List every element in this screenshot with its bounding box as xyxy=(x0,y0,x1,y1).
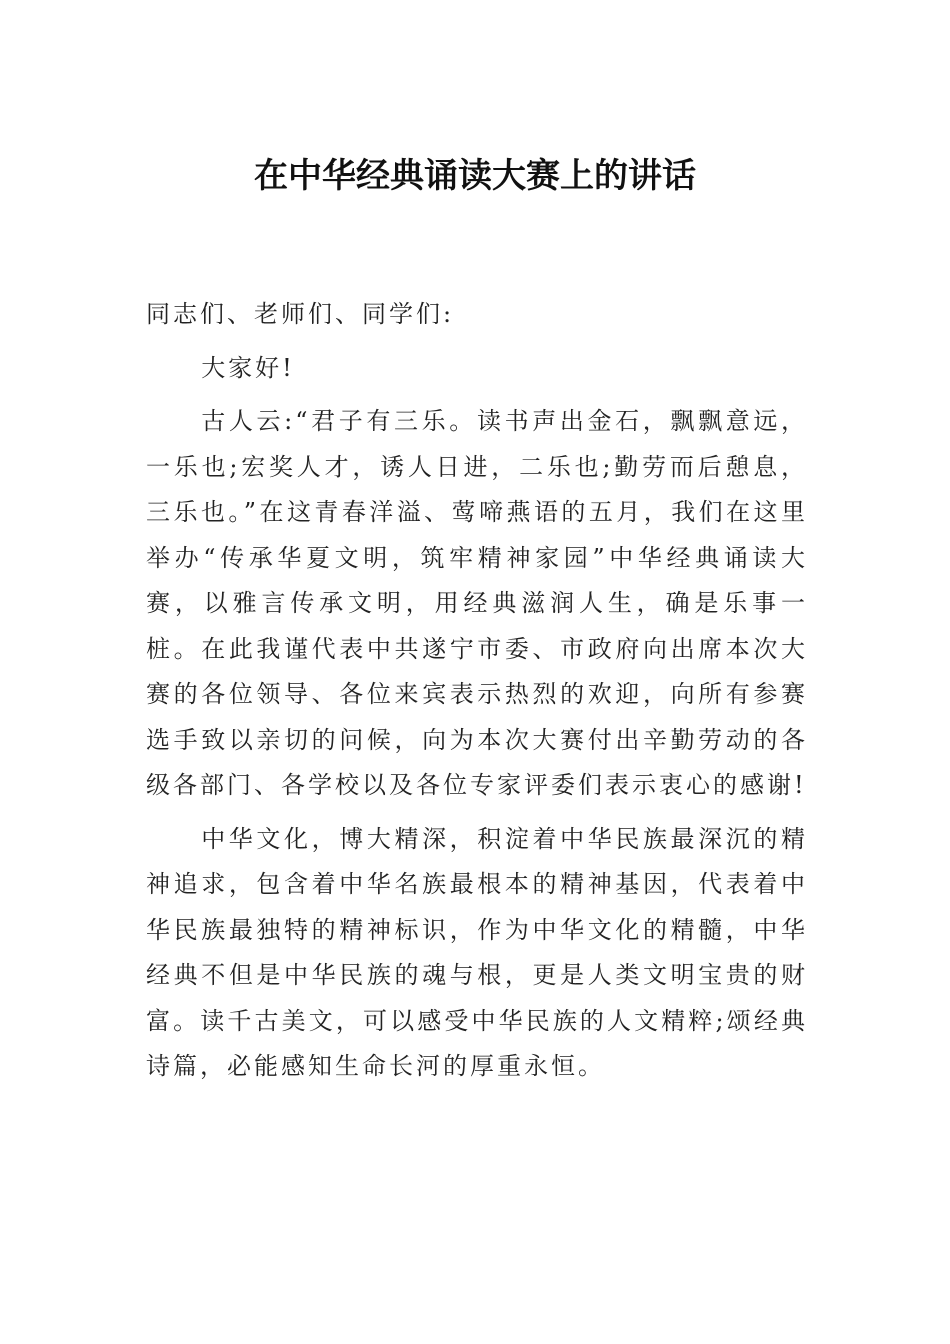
paragraph-1: 古人云:“君子有三乐。读书声出金石，飘飘意远，一乐也;宏奖人才，诱人日进，二乐也;勤劳而后憩息，三乐也。”在这青春洋溢、莺啼燕语的五月，我们在这里举办“传承华夏文明，筑牢精神家园”中华经典诵读大赛，以雅言传承文明，用经典滋润人生，确是乐事一桩。在此我谨代表中共遂宁市委、市政府向出席本次大赛的各位领导、各位来宾表示热烈的欢迎，向所有参赛选手致以亲切的问候，向为本次大赛付出辛勤劳动的各级各部门、各学校以及各位专家评委们表示衷心的感谢! xyxy=(146,407,808,799)
paragraph-2: 中华文化，博大精深，积淀着中华民族最深沉的精神追求，包含着中华名族最根本的精神基因，代表着中华民族最独特的精神标识，作为中华文化的精髓，中华经典不但是中华民族的魂与根，更是人类文明宝贵的财富。读千古美文，可以感受中华民族的人文精粹;颂经典诗篇，必能感知生命长河的厚重永恒。 xyxy=(146,824,808,1080)
salutation: 同志们、老师们、同学们: xyxy=(146,300,455,328)
document-body xyxy=(146,292,808,1090)
greeting: 大家好! xyxy=(201,353,295,382)
document-title: 在中华经典诵读大赛上的讲话 xyxy=(254,156,696,196)
